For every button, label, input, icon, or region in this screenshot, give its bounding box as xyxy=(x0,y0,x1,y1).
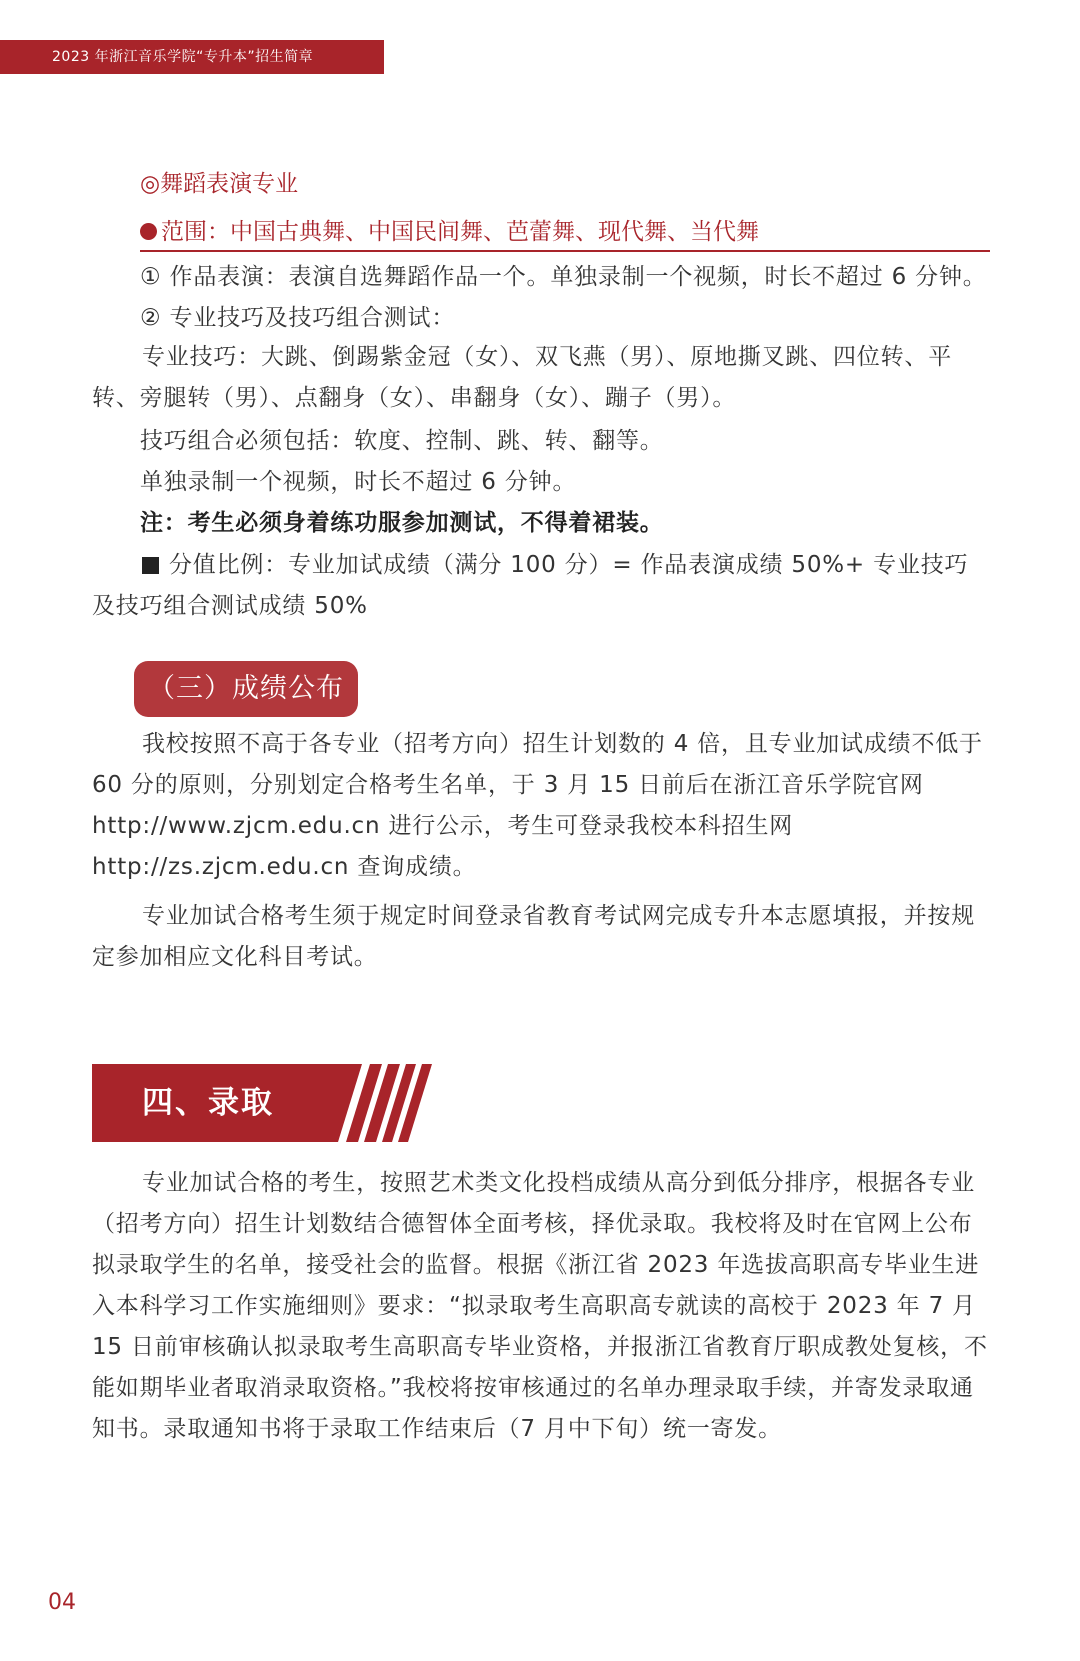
header-title: 2023 年浙江音乐学院“专升本”招生简章 xyxy=(52,49,314,65)
admission-paragraph: 专业加试合格的考生，按照艺术类文化投档成绩从高分到低分排序，根据各专业（招考方向）招生计划数结合德智体全面考核，择优录取。我校将及时在官网上公布拟录取学生的名单，接受社会的监督。根据《浙江省 2023 年选拔高职高专毕业生进入本科学习工作实施细则》要求：“拟录取考生高职高专就读的高校于 2023 年 7 月 15 日前审核确认拟录取考生高职高专毕业资格，并报浙江省教育厅职成教处复核，不能如期毕业者取消录取资格。”我校将按审核通过的名单办理录取手续，并寄发录取通知书。录取通知书将于录取工作结束后（7 月中下旬）统一寄发。 xyxy=(92,1170,988,1442)
major-title: ◎舞蹈表演专业 xyxy=(140,171,299,197)
admission-banner xyxy=(92,1064,432,1142)
scope-divider xyxy=(140,250,990,252)
page-number: 04 xyxy=(48,1590,76,1615)
scope-text: 范围：中国古典舞、中国民间舞、芭蕾舞、现代舞、当代舞 xyxy=(161,219,759,245)
score-ratio xyxy=(92,545,992,627)
square-bullet-icon xyxy=(142,557,159,574)
results-paragraph-1: 我校按照不高于各专业（招考方向）招生计划数的 4 倍，且专业加试成绩不低于 60 分的原则，分别划定合格考生名单，于 3 月 15 日前后在浙江音乐学院官网 http://www.zjcm.edu.cn 进行公示，考生可登录我校本科招生网 http://zs.zjcm.edu.cn 查询成绩。 xyxy=(92,731,983,880)
item-performance: ① 作品表演：表演自选舞蹈作品一个。单独录制一个视频，时长不超过 6 分钟。 xyxy=(140,264,987,290)
header-band xyxy=(0,40,384,74)
scope-line xyxy=(140,213,759,246)
dress-note: 注：考生必须身着练功服参加测试，不得着裙装。 xyxy=(140,510,664,536)
item-skills-heading: ② 专业技巧及技巧组合测试： xyxy=(140,305,456,331)
results-paragraph-2: 专业加试合格考生须于规定时间登录省教育考试网完成专升本志愿填报，并按规定参加相应文化科目考试。 xyxy=(92,903,975,970)
admission-title: 四、录取 xyxy=(142,1085,274,1121)
skills-list: 专业技巧：大跳、倒踢紫金冠（女）、双飞燕（男）、原地撕叉跳、四位转、平转、旁腿转（男）、点翻身（女）、串翻身（女）、蹦子（男）。 xyxy=(92,344,952,411)
score-ratio-text: 分值比例：专业加试成绩（满分 100 分）= 作品表演成绩 50%+ 专业技巧及技巧组合测试成绩 50% xyxy=(92,552,969,619)
section-heading-results: （三）成绩公布 xyxy=(134,661,358,717)
video-requirement: 单独录制一个视频，时长不超过 6 分钟。 xyxy=(140,469,577,495)
combo-requirement: 技巧组合必须包括：软度、控制、跳、转、翻等。 xyxy=(140,428,664,454)
bullet-dot-icon xyxy=(140,223,157,240)
